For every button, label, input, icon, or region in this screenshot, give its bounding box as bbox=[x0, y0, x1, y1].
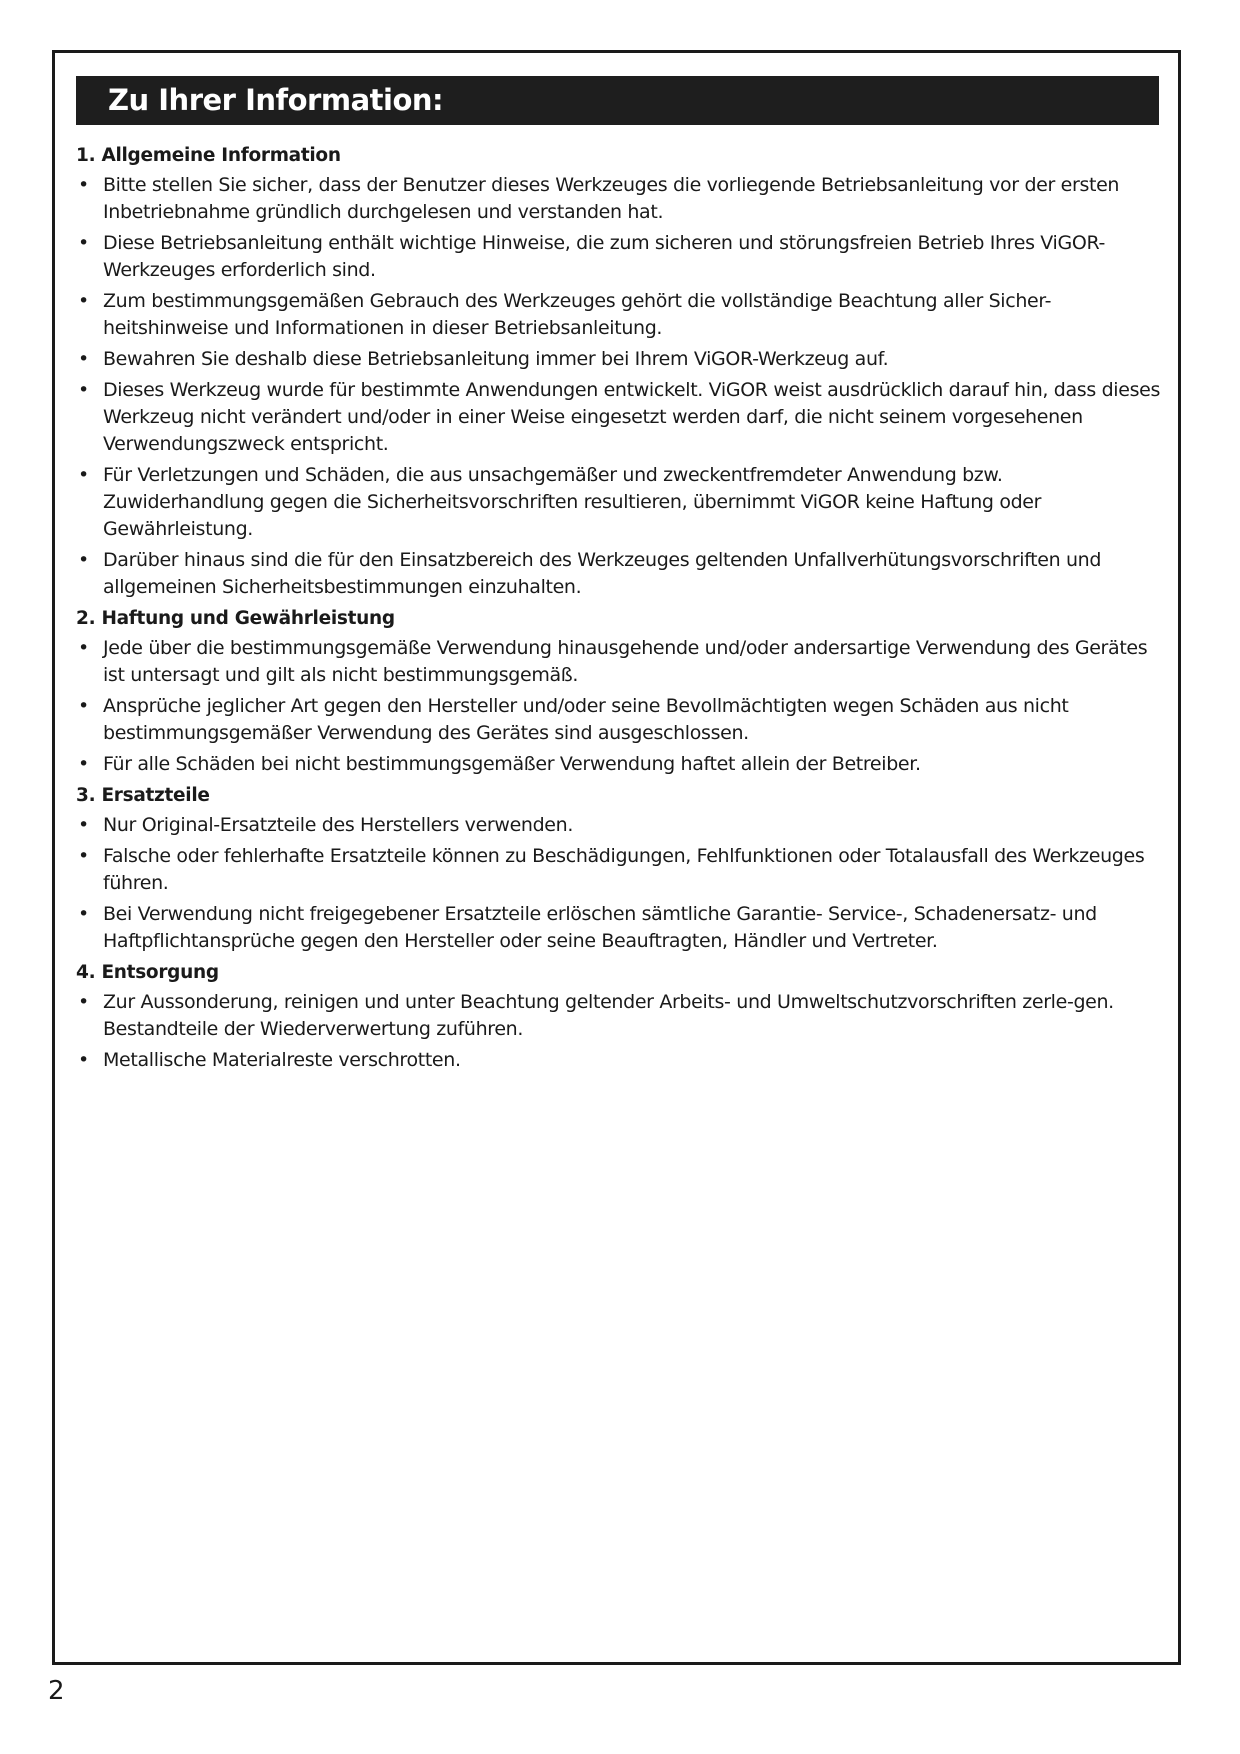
bullet-icon: • bbox=[78, 814, 89, 836]
section-heading: 2. Haftung und Gewährleistung bbox=[76, 608, 395, 629]
bullet-icon: • bbox=[78, 232, 89, 254]
list-item-text: Diese Betriebsanleitung enthält wichtige Hinweise, die zum sicheren und störungsfreien Betrieb Ihres ViGOR-Werkzeuges erforderlich sind. bbox=[103, 232, 1106, 281]
list-item-text: Für Verletzungen und Schäden, die aus unsachgemäßer und zweckentfremdeter Anwendung bzw. Zuwiderhandlung gegen die Sicherheitsvorschriften resultieren, übernimmt ViGOR keine Haftung oder Gewährleistung. bbox=[103, 464, 1042, 540]
bullet-icon: • bbox=[78, 549, 89, 571]
bullet-list bbox=[76, 812, 1166, 955]
bullet-list bbox=[76, 635, 1166, 778]
list-item bbox=[76, 288, 1166, 342]
list-item bbox=[76, 901, 1166, 955]
section-heading: 4. Entsorgung bbox=[76, 962, 219, 983]
list-item bbox=[76, 1047, 1166, 1074]
bullet-list bbox=[76, 989, 1166, 1074]
section-heading: 1. Allgemeine Information bbox=[76, 145, 341, 166]
list-item bbox=[76, 377, 1166, 458]
bullet-icon: • bbox=[78, 991, 89, 1013]
list-item bbox=[76, 547, 1166, 601]
list-item-text: Ansprüche jeglicher Art gegen den Hersteller und/oder seine Bevollmächtigten wegen Schäden aus nicht bestimmungsgemäßer Verwendung des Gerätes sind ausgeschlossen. bbox=[103, 695, 1069, 744]
list-item bbox=[76, 751, 1166, 778]
page-title: Zu Ihrer Information: bbox=[76, 76, 1159, 125]
bullet-icon: • bbox=[78, 379, 89, 401]
list-item bbox=[76, 635, 1166, 689]
list-item-text: Nur Original-Ersatzteile des Herstellers verwenden. bbox=[103, 814, 574, 836]
bullet-icon: • bbox=[78, 637, 89, 659]
section-heading: 3. Ersatzteile bbox=[76, 785, 210, 806]
bullet-icon: • bbox=[78, 464, 89, 486]
list-item-text: Bei Verwendung nicht freigegebener Ersatzteile erlöschen sämtliche Garantie- Service-, Schadenersatz- und Haftpflichtansprüche gegen den Hersteller oder seine Beauftragten, Händler und Vertreter. bbox=[103, 903, 1097, 952]
bullet-icon: • bbox=[78, 174, 89, 196]
bullet-icon: • bbox=[78, 845, 89, 867]
bullet-icon: • bbox=[78, 903, 89, 925]
bullet-list bbox=[76, 172, 1166, 601]
list-item-text: Bitte stellen Sie sicher, dass der Benutzer dieses Werkzeuges die vorliegende Betriebsanleitung vor der ersten Inbetriebnahme gründlich durchgelesen und verstanden hat. bbox=[103, 174, 1120, 223]
document-body bbox=[76, 142, 1166, 1078]
list-item bbox=[76, 693, 1166, 747]
list-item-text: Dieses Werkzeug wurde für bestimmte Anwendungen entwickelt. ViGOR weist ausdrücklich darauf hin, dass dieses Werkzeug nicht verändert und/oder in einer Weise eingesetzt werden darf, die nicht seinem vorgesehenen Verwendungszweck entspricht. bbox=[103, 379, 1161, 455]
bullet-icon: • bbox=[78, 1049, 89, 1071]
page-number: 2 bbox=[48, 1676, 65, 1706]
list-item-text: Darüber hinaus sind die für den Einsatzbereich des Werkzeuges geltenden Unfallverhütungsvorschriften und allgemeinen Sicherheitsbestimmungen einzuhalten. bbox=[103, 549, 1102, 598]
list-item bbox=[76, 989, 1166, 1043]
section-disposal bbox=[76, 959, 1166, 1074]
section-spare-parts bbox=[76, 782, 1166, 955]
bullet-icon: • bbox=[78, 695, 89, 717]
section-general-information bbox=[76, 142, 1166, 601]
list-item bbox=[76, 462, 1166, 543]
list-item-text: Metallische Materialreste verschrotten. bbox=[103, 1049, 461, 1071]
list-item-text: Bewahren Sie deshalb diese Betriebsanleitung immer bei Ihrem ViGOR-Werkzeug auf. bbox=[103, 348, 889, 370]
list-item-text: Falsche oder fehlerhafte Ersatzteile können zu Beschädigungen, Fehlfunktionen oder Totalausfall des Werkzeuges führen. bbox=[103, 845, 1145, 894]
list-item bbox=[76, 230, 1166, 284]
list-item-text: Zum bestimmungsgemäßen Gebrauch des Werkzeuges gehört die vollständige Beachtung aller Sicher-heitshinweise und Informationen in dieser Betriebsanleitung. bbox=[103, 290, 1052, 339]
list-item bbox=[76, 843, 1166, 897]
bullet-icon: • bbox=[78, 348, 89, 370]
list-item bbox=[76, 346, 1166, 373]
bullet-icon: • bbox=[78, 290, 89, 312]
list-item-text: Jede über die bestimmungsgemäße Verwendung hinausgehende und/oder andersartige Verwendung des Gerätes ist untersagt und gilt als nicht bestimmungsgemäß. bbox=[103, 637, 1148, 686]
section-liability-warranty bbox=[76, 605, 1166, 778]
list-item bbox=[76, 812, 1166, 839]
list-item-text: Für alle Schäden bei nicht bestimmungsgemäßer Verwendung haftet allein der Betreiber. bbox=[103, 753, 921, 775]
list-item-text: Zur Aussonderung, reinigen und unter Beachtung geltender Arbeits- und Umweltschutzvorschriften zerle-gen. Bestandteile der Wiederverwertung zuführen. bbox=[103, 991, 1114, 1040]
list-item bbox=[76, 172, 1166, 226]
bullet-icon: • bbox=[78, 753, 89, 775]
